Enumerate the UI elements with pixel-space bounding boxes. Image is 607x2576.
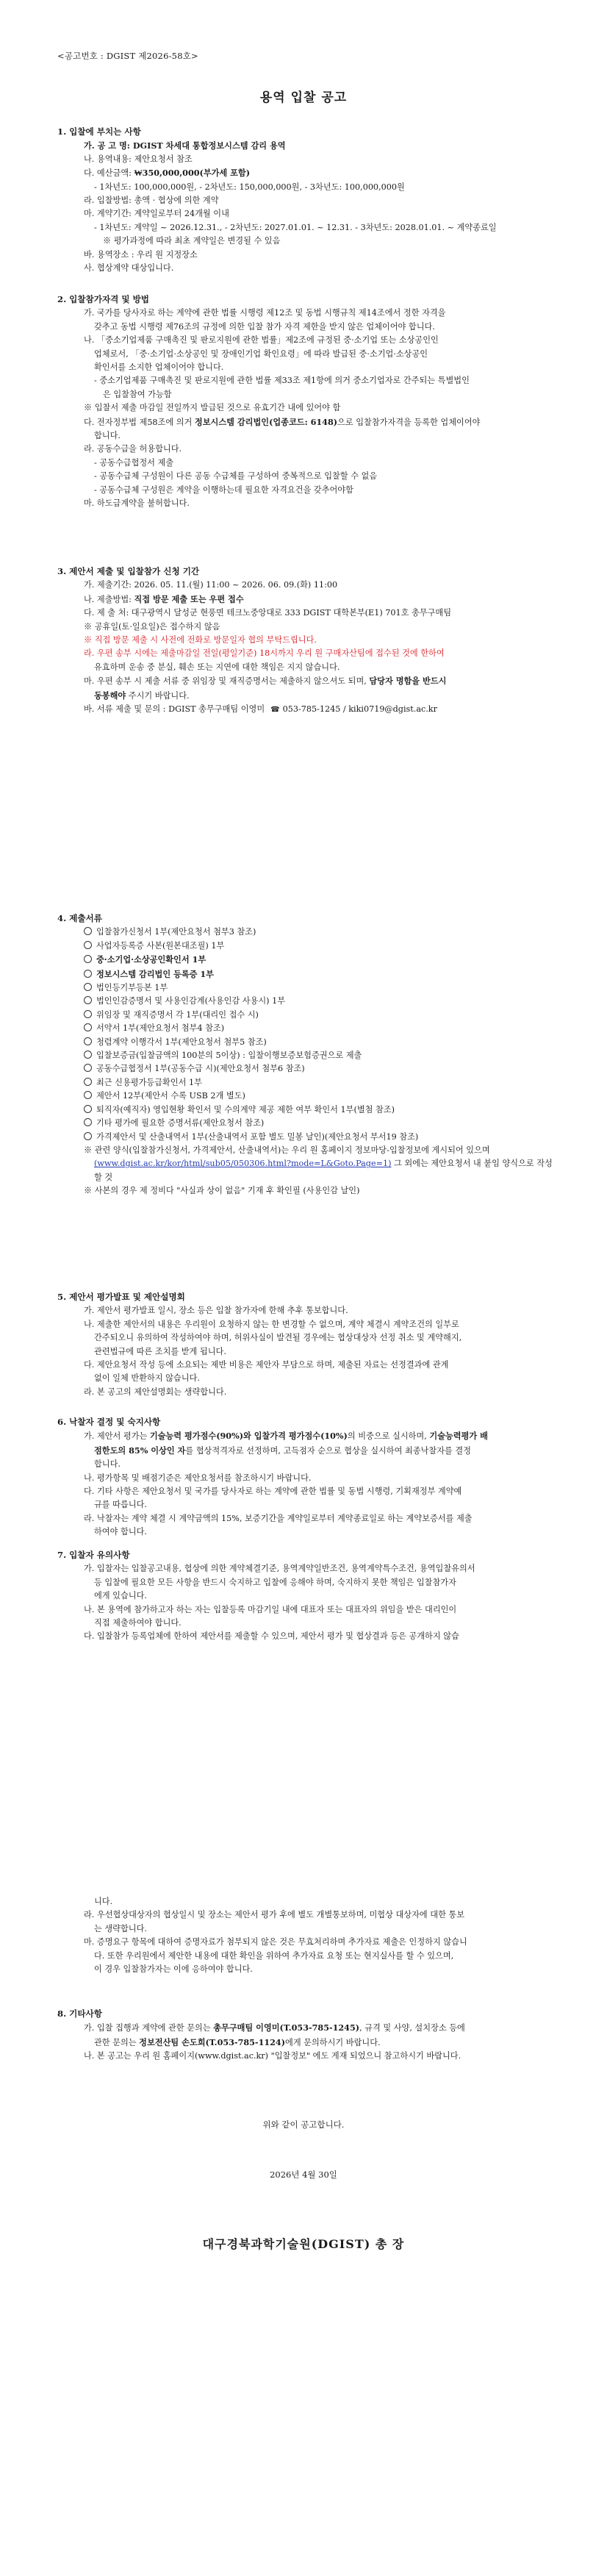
document-list-item: [57, 1117, 557, 1130]
document-list-item: [57, 940, 557, 953]
submission-method: [57, 593, 557, 607]
paragraph: 가. 제안서 평가발표 일시, 장소 등은 입찰 참가자에 한해 추후 통보합니다.: [84, 1306, 348, 1316]
form-link[interactable]: (www.dgist.ac.kr/kor/html/sub05/050306.html?mode=L&Goto.Page=1): [94, 1159, 392, 1169]
paragraph: 마. 증명요구 항목에 대하여 증명자료가 첨부되지 않은 것은 무효처리하며 추가자료 제출은 인정하지 않습니: [84, 1937, 467, 1947]
paragraph: 은 입찰참여 가능함: [103, 389, 172, 399]
section-heading: 7. 입찰자 유의사항: [57, 1550, 130, 1560]
paragraph: [57, 2036, 557, 2050]
document-item-text: 중·소기업·소상공인확인서 1부: [96, 954, 206, 965]
section-heading: 8. 기타사항: [57, 2008, 102, 2019]
text: 다. 전자정부법 제58조에 의거: [84, 417, 195, 427]
paragraph: 에게 있습니다.: [94, 1591, 147, 1601]
document-item-text: 가격제안서 및 산출내역서 1부(산출내역서 포함 별도 밀봉 날인)(제안요청서 부서19 참조): [96, 1131, 419, 1142]
emphasis: 정보시스템 감리법인(업종코드: 6148): [194, 416, 338, 427]
negotiation-target: 사. 협상계약 대상입니다.: [84, 263, 174, 273]
paragraph: [57, 661, 557, 674]
document-item-text: 법인등기부등본 1부: [96, 983, 168, 993]
closing-statement: 위와 같이 공고합니다.: [262, 2119, 345, 2130]
paragraph: 라. 공동수급을 허용합니다.: [84, 444, 182, 454]
contact-line: [57, 703, 557, 717]
paragraph: 하여야 합니다.: [94, 1527, 147, 1537]
paragraph: 규를 따릅니다.: [94, 1500, 147, 1510]
section-evaluation: [57, 1290, 557, 1399]
emphasis: 총무구매팀 이영미(T.053-785-1245): [213, 2022, 360, 2033]
paragraph: 나. 평가항목 및 배점기준은 제안요청서를 참조하시기 바랍니다.: [84, 1473, 312, 1483]
text: 관한 문의는: [94, 2037, 140, 2047]
document-list-item: [57, 967, 557, 981]
paragraph: [57, 647, 557, 660]
contract-period-note: ※ 평가과정에 따라 최초 계약일은 변경될 수 있음: [103, 236, 281, 246]
paragraph: 합니다.: [94, 431, 121, 441]
paragraph: 관련법규에 따른 조치를 받게 됩니다.: [94, 1346, 226, 1356]
submission-period: 가. 제출기간: 2026. 05. 11.(월) 11:00 ~ 2026. 06. 09.(화) 11:00: [84, 580, 338, 590]
paragraph: 다. 또한 우리원에서 제안한 내용에 대한 확인을 위하여 추가자료 요청 또는 현지실사를 할 수 있으며,: [94, 1950, 454, 1961]
budget-value: ₩350,000,000(부가세 포함): [134, 168, 251, 179]
paragraph: - 공동수급협정서 제출: [94, 457, 174, 468]
emphasis: 기술능력평가 배: [429, 1431, 488, 1442]
circle-bullet-icon: [84, 1105, 92, 1113]
circle-bullet-icon: [84, 1078, 92, 1086]
note: ※ 사본의 경우 제 정비다 "사실과 상이 없음" 기재 후 확인필 (사용인감 날인): [84, 1186, 360, 1196]
document-item-text: 청렴계약 이행각서 1부(제안요청서 첨부5 참조): [96, 1037, 267, 1047]
document-item-text: 입찰보증금(입찰금액의 100분의 5이상) : 입찰이행보증보험증권으로 제출: [96, 1051, 362, 1061]
text: , 규격 및 사양, 설치장소 등에: [359, 2023, 465, 2033]
paragraph: 가. 입찰자는 입찰공고내용, 협상에 의한 계약체결기준, 용역계약일반조건, 용역계약특수조건, 용역입찰유의서: [84, 1564, 475, 1574]
section-heading: 4. 제출서류: [57, 913, 102, 923]
section-heading: 5. 제안서 평가발표 및 제안설명회: [57, 1292, 185, 1302]
note: ※ 입찰서 제출 마감일 전일까지 발급된 것으로 유효기간 내에 있어야 함: [84, 403, 341, 413]
contract-period: 마. 계약기간: 계약일로부터 24개월 이내: [84, 209, 229, 219]
paragraph: 직접 제출하여야 합니다.: [94, 1618, 182, 1628]
paragraph: [57, 674, 557, 688]
section-heading: 6. 낙찰자 결정 및 숙지사항: [57, 1417, 161, 1427]
contract-period-detail: - 1차년도: 계약일 ~ 2026.12.31., - 2차년도: 2027.01.01. ~ 12.31. - 3차년도: 2028.01.01. ~ 계약종료일: [94, 222, 497, 232]
document-list-item: [57, 953, 557, 967]
text: 의 비중으로 실시하며,: [347, 1431, 430, 1442]
document-item-text: 기타 평가에 필요한 증명서류(제안요청서 참조): [96, 1118, 265, 1128]
paragraph: 합니다.: [94, 1459, 121, 1470]
document-list-item: [57, 1036, 557, 1049]
emphasis: 직접 방문 제출 또는 우편 접수: [134, 593, 244, 604]
text: 를 협상적격자로 선정하며, 고득점자 순으로 협상을 실시하여 최종낙찰자를 결정: [185, 1445, 471, 1456]
circle-bullet-icon: [84, 941, 92, 949]
circle-bullet-icon: [84, 1064, 92, 1072]
budget-label: 다. 예산금액:: [84, 168, 134, 179]
circle-bullet-icon: [84, 1132, 92, 1140]
text: 유효하며 운송 중 분실, 훼손 또는 지연에 대한 책임은 지지 않습니다.: [94, 662, 340, 672]
document-item-text: 입찰참가신청서 1부(제안요청서 첨부3 참조): [96, 927, 256, 937]
notice-number: <공고번호 : DGIST 제2026-58호>: [57, 51, 198, 61]
paragraph: 니다.: [94, 1897, 113, 1906]
contact-info: 053-785-1245 / kiki0719@dgist.ac.kr: [282, 704, 437, 715]
paragraph: 나. 「중소기업제품 구매촉진 및 판로지원에 관한 법률」제2조에 규정된 중·소기업 또는 소상공인인: [84, 335, 439, 346]
circle-bullet-icon: [84, 970, 92, 978]
note: ※ 공휴일(토·일요일)은 접수하지 않음: [84, 621, 220, 632]
paragraph: 는 생략합니다.: [94, 1923, 147, 1933]
section-heading: 1. 입찰에 부치는 사항: [57, 126, 141, 137]
document-item-text: 공동수급협정서 1부(공동수급 시)(제안요청서 첨부6 참조): [96, 1064, 305, 1074]
circle-bullet-icon: [84, 1037, 92, 1045]
circle-bullet-icon: [84, 983, 92, 991]
circle-bullet-icon: [84, 1091, 92, 1099]
paragraph: 갖추고 동법 시행령 제76조의 규정에 의한 입찰 참가 자격 제한을 받지 않은 업체이어야 합니다.: [94, 321, 435, 332]
text-red: 라. 우편 송부 시에는 제출마감일 전일(평일기준) 18시까지 우리 원 구매자산팀에 접수된 것에 한하여: [84, 648, 445, 659]
paragraph: 마. 하도급계약을 불허합니다.: [84, 498, 190, 509]
paragraph: 없이 일체 반환하지 않습니다.: [94, 1373, 200, 1384]
emphasis: 기술능력 평가점수(90%)와 입찰가격 평가점수(10%): [149, 1431, 348, 1442]
section-precautions-continued: [57, 1895, 557, 1976]
paragraph: [57, 415, 557, 429]
document-list-item: [57, 1049, 557, 1062]
circle-bullet-icon: [84, 996, 92, 1004]
document-item-text: 최근 신용평가등급확인서 1부: [96, 1077, 202, 1087]
document-item-text: 퇴직자(예직자) 영입현황 확인서 및 수의계약 제공 제한 여부 확인서 1부(별첨 참조): [96, 1104, 395, 1115]
emphasis: 점한도의 85% 이상인 자: [94, 1445, 186, 1456]
paragraph: 확인서를 소지한 업체이어야 합니다.: [94, 362, 224, 373]
notice-name: 가. 공 고 명: DGIST 차세대 통합정보시스템 감리 용역: [84, 140, 286, 151]
text: 그 외에는 제안요청서 내 붙임 양식으로 작성할 것: [94, 1159, 553, 1182]
budget-detail: - 1차년도: 100,000,000원, - 2차년도: 150,000,000원, - 3차년도: 100,000,000원: [94, 182, 405, 192]
paragraph: [57, 1444, 557, 1458]
paragraph: 나. 본 용역에 참가하고자 하는 자는 입찰등록 마감기일 내에 대표자 또는 대표자의 위임을 받은 대리인이: [84, 1604, 457, 1614]
section-precautions: [57, 1548, 557, 1644]
service-location: 바. 용역장소 : 우리 원 지정장소: [84, 249, 198, 260]
circle-bullet-icon: [84, 955, 92, 963]
note: ※ 관련 양식(입찰참가신청서, 가격제안서, 산출내역서)는 우리 원 홈페이지 정보마당-입찰정보에 게시되어 있으며: [84, 1145, 490, 1155]
document-list-item: [57, 1103, 557, 1117]
submission-place: 다. 제 출 처: 대구광역시 달성군 현풍면 테크노중앙대로 333 DGIST 대학본부(E1) 701호 총무구매팀: [84, 608, 452, 618]
document-list-item: [57, 1090, 557, 1103]
text: 나. 제출방법:: [84, 594, 134, 604]
document-item-text: 사업자등록증 사본(원본대조필) 1부: [96, 940, 225, 951]
paragraph: - 공동수급체 구성원이 다른 공동 수급체를 구성하여 중복적으로 입찰할 수 없음: [94, 471, 378, 482]
paragraph: 나. 본 공고는 우리 원 홈페이지(www.dgist.ac.kr) "입찰정보" 에도 게재 되었으니 참고하시기 바랍니다.: [84, 2051, 461, 2061]
section-heading: 3. 제안서 제출 및 입찰참가 신청 기간: [57, 566, 200, 576]
document-list-item: [57, 1131, 557, 1144]
document-item-text: 법인인감증명서 및 사용인감계(사용인감 사용시) 1부: [96, 996, 286, 1006]
paragraph: 다. 제안요청서 작성 등에 소요되는 제반 비용은 제안자 부담으로 하며, 제출된 자료는 선정결과에 관계: [84, 1360, 449, 1370]
section-award: [57, 1415, 557, 1539]
document-list-item: [57, 1062, 557, 1076]
document-list-item: [57, 926, 557, 939]
text: 마. 우편 송부 시 제출 서류 중 위임장 및 재직증명서는 제출하지 않으셔도 되며,: [84, 676, 370, 687]
service-content: 나. 용역내용: 제안요청서 참조: [84, 154, 193, 164]
paragraph: 업체로서, 「중·소기업·소상공인 및 장애인기업 확인요령」에 따라 발급된 중·소기업·소상공인: [94, 348, 428, 359]
text: 바. 서류 제출 및 문의 : DGIST 총무구매팀 이영미: [84, 704, 265, 715]
paragraph: 간주되오니 유의하여 작성하여야 하며, 허위사실이 발견될 경우에는 협상대상자 선정 취소 및 계약해지,: [94, 1333, 462, 1343]
section-documents: [57, 912, 557, 1198]
text: 가. 입찰 집행과 계약에 관한 문의는: [84, 2023, 214, 2033]
paragraph: 이 경우 입찰참가자는 이에 응하여야 합니다.: [94, 1964, 253, 1975]
text: 주시기 바랍니다.: [126, 690, 190, 701]
emphasis: 동봉해야: [94, 690, 126, 701]
circle-bullet-icon: [84, 1051, 92, 1059]
document-list-item: [57, 995, 557, 1008]
section-submission-period: [57, 565, 557, 717]
paragraph: 다. 기타 사항은 제안요청서 및 국가를 당사자로 하는 계약에 관한 법률 및 동법 시행령, 기획재정부 계약예: [84, 1486, 462, 1497]
section-heading: 2. 입찰참가자격 및 방법: [57, 294, 150, 304]
circle-bullet-icon: [84, 1010, 92, 1018]
document-list: [57, 926, 557, 1144]
note-red: ※ 직접 방문 제출 시 사전에 전화로 방문일자 협의 부탁드립니다.: [84, 635, 317, 645]
paragraph: 라. 본 공고의 제안설명회는 생략합니다.: [84, 1387, 227, 1397]
circle-bullet-icon: [84, 1118, 92, 1126]
document-item-text: 서약서 1부(제안요청서 첨부4 참조): [96, 1023, 225, 1034]
section-qualification: [57, 293, 557, 511]
paragraph: [57, 1429, 557, 1443]
circle-bullet-icon: [84, 927, 92, 935]
emphasis: 담당자 명함을 반드시: [369, 676, 447, 687]
document-list-item: [57, 1022, 557, 1035]
document-list-item: [57, 1076, 557, 1090]
document-list-item: [57, 981, 557, 995]
paragraph: [57, 689, 557, 703]
paragraph: 라. 낙찰자는 계약 체결 시 계약금액의 15%, 보증기간을 계약일로부터 계약종료일로 하는 계약보증서를 제출: [84, 1513, 473, 1523]
document-item-text: 제안서 12부(제안서 수록 USB 2개 별도): [96, 1091, 245, 1101]
document-item-text: 정보시스템 감리법인 등록증 1부: [96, 968, 214, 979]
bid-method: 라. 입찰방법: 총액 · 협상에 의한 계약: [84, 196, 219, 206]
section-bid-items: [57, 125, 557, 275]
paragraph: 가. 국가를 당사자로 하는 계약에 관한 법률 시행령 제12조 및 동법 시행규칙 제14조에서 정한 자격을: [84, 308, 446, 318]
paragraph: [57, 2021, 557, 2035]
document-item-text: 위임장 및 재직증명서 각 1부(대리인 접수 시): [96, 1009, 259, 1020]
document-list-item: [57, 1009, 557, 1022]
budget-amount: [57, 166, 557, 180]
text: 으로 입찰참가자격을 등록한 업체이어야: [337, 417, 481, 427]
note-link-line: [57, 1157, 557, 1184]
paragraph: 등 입찰에 필요한 모든 사항을 반드시 숙지하고 입찰에 응해야 하며, 숙지하지 못한 책임은 입찰참가자: [94, 1577, 456, 1587]
paragraph: - 중소기업제품 구매촉진 및 판로지원에 관한 법률 제33조 제1항에 의거 중소기업자로 간주되는 특별법인: [94, 376, 470, 386]
organization-signature: 대구경북과학기술원(DGIST) 총 장: [202, 2237, 405, 2251]
section-other: [57, 2007, 557, 2064]
phone-icon: ☎: [270, 706, 280, 715]
paragraph: 나. 제출한 제안서의 내용은 우리원이 요청하지 않는 한 변경할 수 없으며, 계약 체결시 계약조건의 일부로: [84, 1319, 459, 1329]
circle-bullet-icon: [84, 1023, 92, 1031]
page-title: 용역 입찰 공고: [259, 90, 348, 105]
announcement-date: 2026년 4월 30일: [270, 2169, 337, 2180]
text: 가. 제안서 평가는: [84, 1431, 150, 1442]
paragraph: 라. 우선협상대상자의 협상일시 및 장소는 제안서 평가 후에 별도 개별통보하며, 미협상 대상자에 대한 통보: [84, 1910, 465, 1920]
paragraph: - 공동수급체 구성원은 계약을 이행하는데 필요한 자격요건을 갖추어야함: [94, 484, 353, 495]
paragraph: 다. 입찰참가 등록업체에 한하여 제안서를 제출할 수 있으며, 제안서 평가 및 협상결과 등은 공개하지 않습: [84, 1631, 459, 1642]
text: 에게 문의하시기 바랍니다.: [285, 2037, 381, 2047]
emphasis: 정보전산팀 손도희(T.053-785-1124): [139, 2036, 286, 2047]
